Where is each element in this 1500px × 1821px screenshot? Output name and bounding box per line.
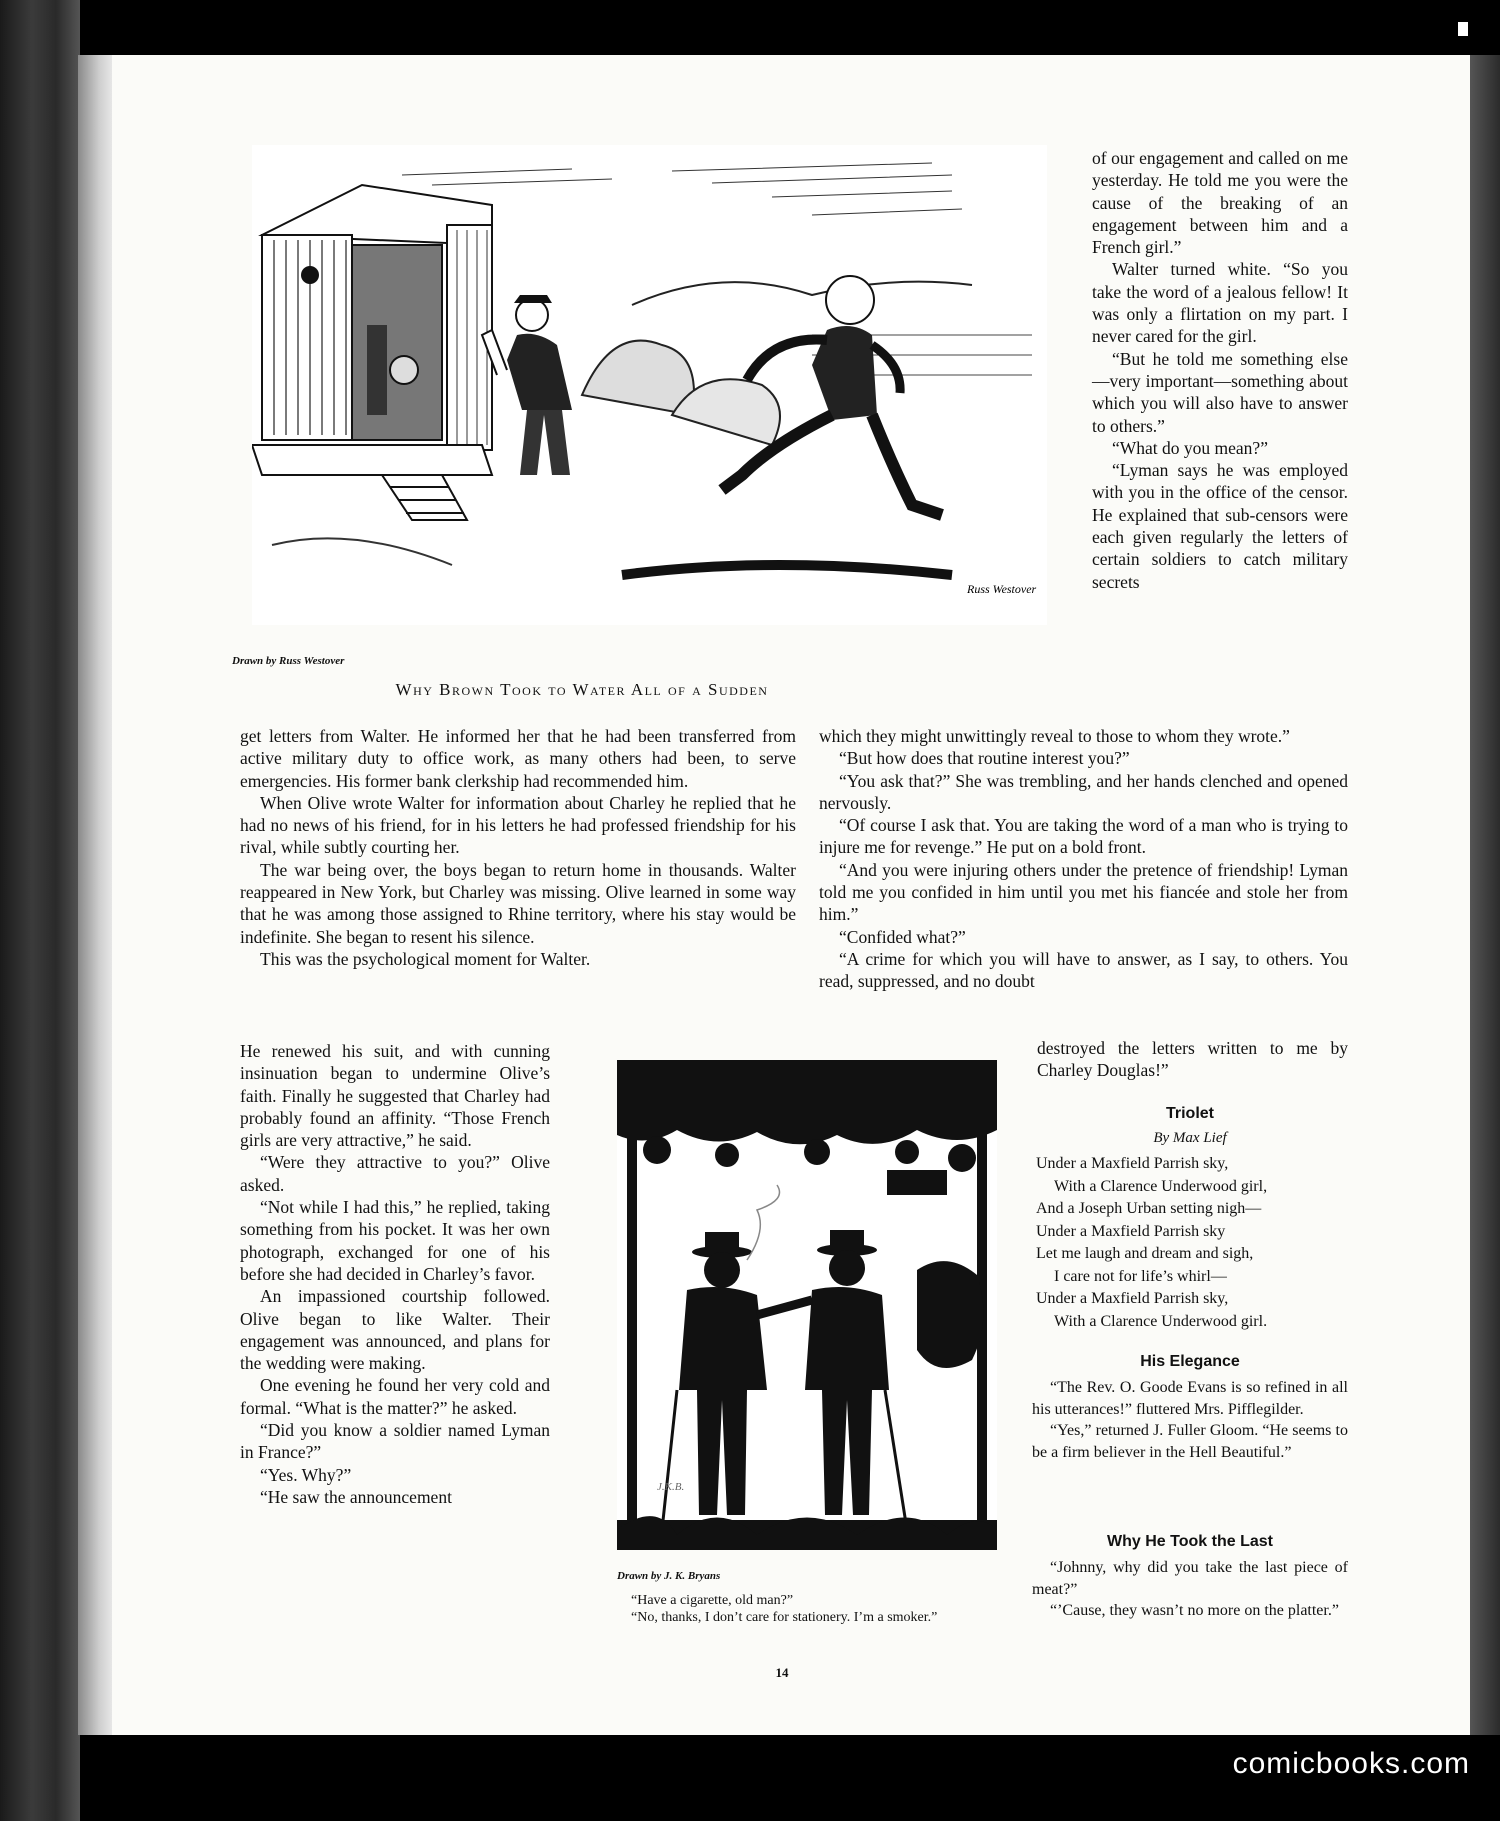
illustration2-credit: Drawn by J. K. Bryans — [617, 1570, 721, 1582]
poem-line: With a Clarence Underwood girl. — [1054, 1312, 1268, 1330]
right-top-column — [1092, 147, 1348, 593]
silhouette-illustration — [617, 1060, 997, 1550]
paragraph: “’Cause, they wasn’t no more on the platter.” — [1050, 1602, 1339, 1619]
paragraph: “A crime for which you will have to answer, as I say, to others. You read, suppressed, and no doubt — [819, 948, 1348, 992]
paragraph: “What do you mean?” — [1112, 437, 1268, 458]
paragraph: “Not while I had this,” he replied, taking something from his pocket. It was her own photograph, exchanged for one of his before she had decided in Charley’s favor. — [240, 1197, 550, 1284]
scan-mark — [1458, 22, 1468, 36]
watermark-text: comicbooks.com — [1232, 1747, 1470, 1780]
paragraph: “The Rev. O. Goode Evans is so refined in all his utterances!” fluttered Mrs. Pifflegilder. — [1032, 1379, 1348, 1418]
left-middle-column — [240, 725, 796, 970]
poem-line: Under a Maxfield Parrish sky — [1036, 1222, 1226, 1240]
paragraph: which they might unwittingly reveal to those to whom they wrote.” — [819, 726, 1290, 746]
paragraph: One evening he found her very cold and formal. “What is the matter?” he asked. — [240, 1375, 550, 1418]
paragraph: “Yes. Why?” — [260, 1464, 352, 1485]
paragraph: destroyed the letters written to me by Charley Douglas!” — [1037, 1038, 1348, 1081]
triolet-title: Triolet — [1165, 1105, 1214, 1122]
paragraph: This was the psychological moment for Walter. — [260, 948, 591, 969]
paragraph: The war being over, the boys began to return home in thousands. Walter reappeared in New York, but Charley was missing. Olive learned in some way that he was among those assigned to Rhine territory, where his stay would be indefinite. She began to resent his silence. — [240, 859, 796, 947]
left-bottom-column — [240, 1040, 550, 1508]
why-he-took-title: Why He Took the Last — [1107, 1533, 1273, 1550]
silhouette-drawing — [617, 1060, 997, 1550]
paragraph: “Of course I ask that. You are taking the word of a man who is trying to injure me for revenge.” He put on a bold front. — [819, 815, 1348, 858]
paragraph: “But how does that routine interest you?” — [839, 748, 1130, 769]
poem-line: Under a Maxfield Parrish sky, — [1036, 1155, 1229, 1172]
paragraph: “And you were injuring others under the pretence of friendship! Lyman told me you confided in him until you met his fiancée and stole her from him.” — [819, 859, 1348, 925]
paragraph: When Olive wrote Walter for information about Charley he replied that he had no news of his friend, for in his letters he had professed friendship for his rival, while subtly courting her. — [240, 792, 796, 858]
triolet-poem — [1036, 1153, 1352, 1333]
caption-line: “Have a cigarette, old man?” — [631, 1593, 794, 1608]
book-binding — [0, 0, 80, 1821]
paragraph: of our engagement and called on me yesterday. He told me you were the cause of the breaking of an engagement between him and a French girl.” — [1092, 148, 1348, 258]
paragraph: Walter turned white. “So you take the word of a jealous fellow! It was only a flirtation on my part. I never cared for the girl. — [1092, 259, 1348, 347]
page-gutter — [78, 55, 114, 1735]
poem-line: With a Clarence Underwood girl, — [1054, 1177, 1268, 1195]
illustration1-caption: Why Brown Took to Water All of a Sudden — [395, 680, 769, 699]
poem-line: Let me laugh and dream and sigh, — [1036, 1245, 1254, 1262]
caption-line: “No, thanks, I don’t care for stationery. I’m a smoker.” — [631, 1610, 938, 1625]
poem-line: Under a Maxfield Parrish sky, — [1036, 1290, 1229, 1307]
paragraph: An impassioned courtship followed. Olive began to like Walter. Their engagement was announced, and plans for the wedding were making. — [240, 1286, 550, 1374]
his-elegance-title: His Elegance — [1140, 1353, 1240, 1370]
right-middle-column — [819, 725, 1348, 993]
magazine-page — [112, 55, 1470, 1735]
beach-cartoon-illustration — [252, 145, 1047, 625]
illustration1-credit: Drawn by Russ Westover — [232, 655, 345, 667]
right-middle-tail — [1037, 1037, 1348, 1082]
page-edge — [1470, 55, 1500, 1735]
paragraph: “But he told me something else—very important—something about which you will also have to answer to others.” — [1092, 348, 1348, 436]
illustration2-caption — [617, 1592, 992, 1626]
paragraph: “He saw the announcement — [260, 1486, 452, 1507]
paragraph: “Did you know a soldier named Lyman in France?” — [240, 1420, 550, 1463]
artist-signature-westover: Russ Westover — [967, 582, 1037, 596]
his-elegance-text — [1032, 1377, 1348, 1463]
paragraph: “Were they attractive to you?” Olive asked. — [240, 1152, 550, 1195]
paragraph: “Johnny, why did you take the last piece of meat?” — [1032, 1559, 1348, 1598]
paragraph: “Yes,” returned J. Fuller Gloom. “He seems to be a firm believer in the Hell Beautiful.” — [1032, 1422, 1348, 1461]
page-number: 14 — [775, 1665, 789, 1680]
poem-line: I care not for life’s whirl— — [1054, 1267, 1227, 1285]
why-he-took-text — [1032, 1557, 1348, 1622]
poem-line: And a Joseph Urban setting nigh— — [1036, 1200, 1262, 1217]
paragraph: get letters from Walter. He informed her that he had been transferred from active military duty to office work, as many others had been, to serve emergencies. His former bank clerkship had recommended him. — [240, 726, 796, 791]
triolet-byline: By Max Lief — [1153, 1130, 1227, 1146]
paragraph: He renewed his suit, and with cunning insinuation began to undermine Olive’s faith. Finally he suggested that Charley had probably found an affinity. “Those French girls are very attractive,” he said. — [240, 1041, 550, 1151]
paragraph: “Confided what?” — [839, 926, 966, 947]
artist-initials-bryans: J.K.B. — [657, 1481, 685, 1493]
paragraph: “Lyman says he was employed with you in the office of the censor. He explained that sub-censors were each given regularly the letters of certain soldiers to catch military secrets — [1092, 460, 1348, 592]
beach-cartoon-drawing — [252, 145, 1047, 625]
paragraph: “You ask that?” She was trembling, and her hands clenched and opened nervously. — [819, 770, 1348, 813]
